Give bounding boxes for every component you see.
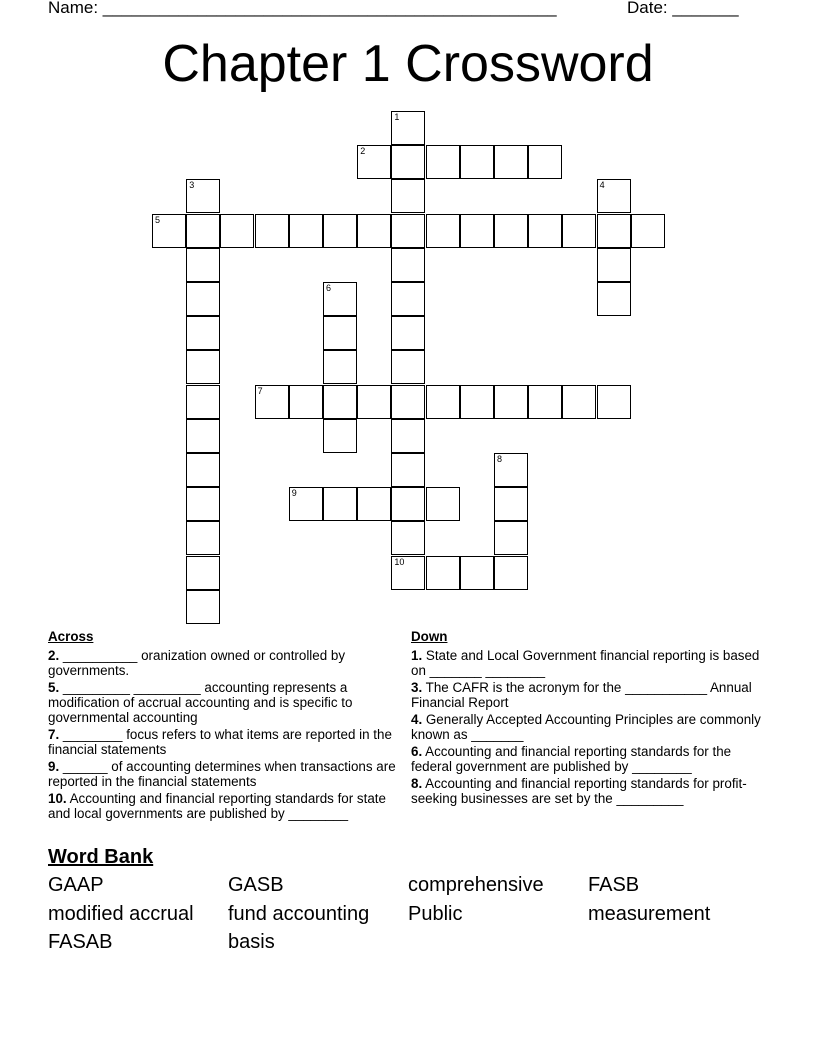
word-bank-item: comprehensive <box>408 874 544 896</box>
cell-number: 7 <box>257 385 263 396</box>
clue-number: 2. <box>48 648 60 663</box>
crossword-cell[interactable] <box>391 487 425 521</box>
crossword-cell[interactable] <box>186 316 220 350</box>
clue-text: State and Local Government financial reporting is based on _______ ________ <box>411 648 760 678</box>
across-clue-7 <box>48 727 398 757</box>
clue-number: 4. <box>411 712 423 727</box>
word-bank-item: basis <box>228 931 275 953</box>
crossword-cell[interactable] <box>494 521 528 555</box>
crossword-cell[interactable] <box>494 214 528 248</box>
crossword-cell[interactable] <box>391 111 425 145</box>
crossword-cell[interactable] <box>391 214 425 248</box>
crossword-cell[interactable] <box>357 214 391 248</box>
crossword-cell[interactable] <box>426 556 460 590</box>
crossword-cell[interactable] <box>289 385 323 419</box>
crossword-cell[interactable] <box>426 145 460 179</box>
crossword-cell[interactable] <box>255 214 289 248</box>
down-clues <box>411 629 766 808</box>
clue-text: Generally Accepted Accounting Principles are commonly known as _______ <box>411 712 761 742</box>
down-clue-1 <box>411 648 766 678</box>
crossword-cell[interactable] <box>357 487 391 521</box>
crossword-cell[interactable] <box>391 419 425 453</box>
clue-text: Accounting and financial reporting standards for the federal government are published by ________ <box>411 744 732 774</box>
crossword-cell[interactable] <box>152 214 186 248</box>
crossword-cell[interactable] <box>391 248 425 282</box>
name-field: Name: ________________________________________________ <box>48 0 557 17</box>
cell-number: 2 <box>360 146 366 157</box>
word-bank-item: GAAP <box>48 874 104 896</box>
word-bank-item: FASAB <box>48 931 113 953</box>
clue-text: _________ _________ accounting represents a modification of accrual accounting and is specific to governmental accounting <box>48 680 353 725</box>
crossword-cell[interactable] <box>528 145 562 179</box>
crossword-cell[interactable] <box>186 419 220 453</box>
crossword-cell[interactable] <box>494 453 528 487</box>
cell-number: 9 <box>291 488 297 499</box>
crossword-cell[interactable] <box>186 248 220 282</box>
crossword-cell[interactable] <box>631 214 665 248</box>
crossword-cell[interactable] <box>597 385 631 419</box>
clue-text: The CAFR is the acronym for the ___________ Annual Financial Report <box>411 680 752 710</box>
clue-number: 9. <box>48 759 60 774</box>
crossword-cell[interactable] <box>597 248 631 282</box>
cell-number: 3 <box>189 180 195 191</box>
crossword-cell[interactable] <box>460 214 494 248</box>
crossword-cell[interactable] <box>597 282 631 316</box>
cell-number: 10 <box>394 556 405 567</box>
clue-text: Accounting and financial reporting standards for profit-seeking businesses are set by the _________ <box>411 776 747 806</box>
crossword-cell[interactable] <box>494 556 528 590</box>
crossword-cell[interactable] <box>323 419 357 453</box>
crossword-cell[interactable] <box>426 214 460 248</box>
clue-number: 5. <box>48 680 60 695</box>
cell-number: 8 <box>497 454 503 464</box>
crossword-cell[interactable] <box>323 214 357 248</box>
crossword-cell[interactable] <box>186 350 220 384</box>
crossword-cell[interactable] <box>562 214 596 248</box>
down-clue-6 <box>411 744 766 774</box>
crossword-cell[interactable] <box>357 385 391 419</box>
crossword-cell[interactable] <box>186 385 220 419</box>
clue-number: 7. <box>48 727 60 742</box>
crossword-cell[interactable] <box>426 385 460 419</box>
crossword-cell[interactable] <box>186 282 220 316</box>
crossword-cell[interactable] <box>323 316 357 350</box>
clue-number: 1. <box>411 648 423 663</box>
crossword-cell[interactable] <box>391 282 425 316</box>
word-bank-title: Word Bank <box>48 846 154 868</box>
clue-number: 8. <box>411 776 423 791</box>
crossword-cell[interactable] <box>562 385 596 419</box>
word-bank-item: fund accounting <box>228 902 370 925</box>
crossword-cell[interactable] <box>528 385 562 419</box>
cell-number: 6 <box>326 283 332 293</box>
down-clue-3 <box>411 680 766 710</box>
word-bank <box>48 874 788 960</box>
word-bank-item: modified accrual <box>48 902 194 925</box>
crossword-cell[interactable] <box>391 350 425 384</box>
crossword-cell[interactable] <box>186 487 220 521</box>
across-clue-9 <box>48 759 398 789</box>
crossword-cell[interactable] <box>391 385 425 419</box>
crossword-cell[interactable] <box>391 556 425 590</box>
crossword-cell[interactable] <box>255 385 289 419</box>
crossword-cell[interactable] <box>391 145 425 179</box>
crossword-cell[interactable] <box>289 214 323 248</box>
crossword-cell[interactable] <box>460 556 494 590</box>
crossword-cell[interactable] <box>494 487 528 521</box>
down-heading: Down <box>411 629 448 644</box>
crossword-cell[interactable] <box>460 385 494 419</box>
crossword-cell[interactable] <box>186 556 220 590</box>
across-clue-5 <box>48 680 398 725</box>
clue-text: ________ focus refers to what items are reported in the financial statements <box>48 727 392 757</box>
down-clue-4 <box>411 712 766 742</box>
crossword-cell[interactable] <box>220 214 254 248</box>
crossword-cell[interactable] <box>186 214 220 248</box>
word-bank-item: Public <box>408 902 463 925</box>
clue-text: __________ oranization owned or controlled by governments. <box>48 648 346 678</box>
across-clue-10 <box>48 791 398 821</box>
crossword-cell[interactable] <box>528 214 562 248</box>
crossword-cell[interactable] <box>186 179 220 213</box>
crossword-cell[interactable] <box>460 145 494 179</box>
crossword-cell[interactable] <box>494 385 528 419</box>
word-bank-item: FASB <box>588 874 640 896</box>
across-heading: Across <box>48 629 94 644</box>
crossword-cell[interactable] <box>323 385 357 419</box>
clue-number: 6. <box>411 744 423 759</box>
cell-number: 4 <box>599 180 605 191</box>
crossword-cell[interactable] <box>289 487 323 521</box>
crossword-cell[interactable] <box>494 145 528 179</box>
crossword-cell[interactable] <box>391 521 425 555</box>
clue-text: ______ of accounting determines when transactions are reported in the financial statements <box>48 759 396 789</box>
cell-number: 5 <box>155 214 161 225</box>
crossword-cell[interactable] <box>391 179 425 213</box>
crossword-cell[interactable] <box>391 316 425 350</box>
crossword-cell[interactable] <box>186 453 220 487</box>
across-clue-2 <box>48 648 398 678</box>
clue-number: 3. <box>411 680 423 695</box>
crossword-cell[interactable] <box>357 145 391 179</box>
crossword-cell[interactable] <box>597 179 631 213</box>
crossword-cell[interactable] <box>323 487 357 521</box>
crossword-cell[interactable] <box>186 521 220 555</box>
down-clue-8 <box>411 776 766 806</box>
crossword-cell[interactable] <box>323 282 357 316</box>
across-clues <box>48 629 398 823</box>
crossword-cell[interactable] <box>186 590 220 624</box>
word-bank-item: GASB <box>228 874 284 896</box>
cell-number: 1 <box>394 112 400 122</box>
crossword-cell[interactable] <box>597 214 631 248</box>
crossword-cell[interactable] <box>426 487 460 521</box>
date-field: Date: _______ <box>627 0 739 17</box>
crossword-cell[interactable] <box>323 350 357 384</box>
clue-text: Accounting and financial reporting standards for state and local governments are published by ________ <box>48 791 386 821</box>
clue-number: 10. <box>48 791 67 806</box>
word-bank-item: measurement <box>588 902 711 925</box>
crossword-cell[interactable] <box>391 453 425 487</box>
page-title: Chapter 1 Crossword <box>162 35 654 93</box>
